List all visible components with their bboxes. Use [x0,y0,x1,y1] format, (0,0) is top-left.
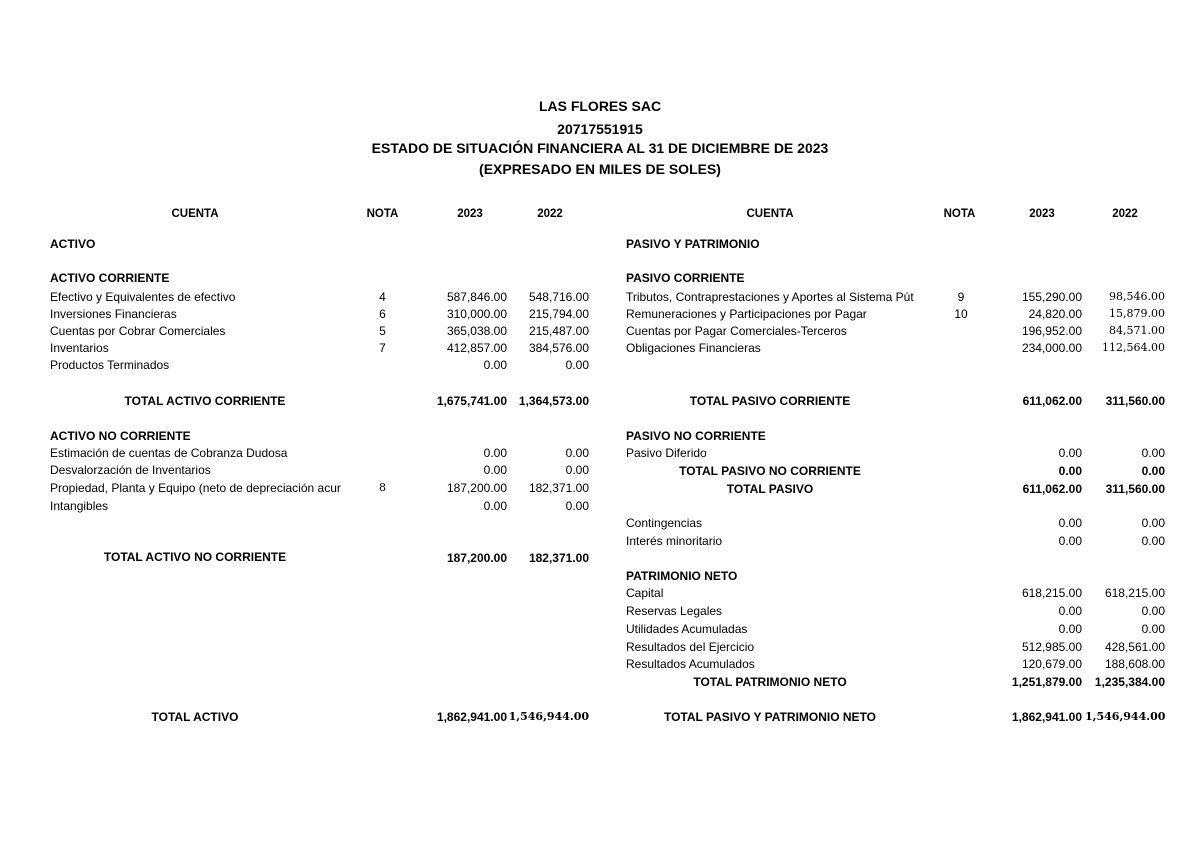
patrimonio-2022: 618,215.00 [1104,586,1165,600]
pasivo-corriente-label: Tributos, Contraprestaciones y Aportes al Sistema Pút [626,290,914,304]
pasivo-corriente-label: Cuentas por Pagar Comerciales-Terceros [626,324,847,338]
activo-no-corriente-2022: 0.00 [565,446,589,460]
activo-corriente-label: Efectivo y Equivalentes de efectivo [50,290,236,304]
activo-corriente-nota: 4 [379,290,386,304]
pasivo-corriente-2022: 84,571.00 [1109,324,1165,337]
company-name: LAS FLORES SAC [538,98,662,114]
activo-corriente-nota: 7 [379,341,386,355]
activo-corriente-2023: 0.00 [483,358,507,372]
pasivo-diferido-2022: 0.00 [1141,446,1165,460]
interes-minoritario-label: Interés minoritario [626,534,723,548]
activo-no-corriente-2023: 187,200.00 [446,481,507,495]
activo-corriente-label: Cuentas por Cobrar Comerciales [50,324,226,338]
activo-no-corriente-2023: 0.00 [483,463,507,477]
activo-corriente-2023: 587,846.00 [446,290,507,304]
total-pasivo-label: TOTAL PASIVO [726,482,814,496]
total-pasivo-no-corriente-label: TOTAL PASIVO NO CORRIENTE [679,464,861,478]
activo-corriente-2022: 384,576.00 [528,341,589,355]
left-header-2022: 2022 [537,208,563,220]
patrimonio-label: Reservas Legales [626,604,723,618]
total-pasivo-patrimonio-label: TOTAL PASIVO Y PATRIMONIO NETO [663,710,877,724]
left-header-nota: NOTA [366,208,399,220]
activo-no-corriente-2023: 0.00 [483,499,507,513]
patrimonio-label: Utilidades Acumuladas [626,622,748,636]
total-patrimonio-label: TOTAL PATRIMONIO NETO [693,675,847,689]
activo-corriente-nota: 5 [379,324,386,338]
activo-corriente-2023: 310,000.00 [446,307,507,321]
patrimonio-title: PATRIMONIO NETO [626,569,738,583]
activo-corriente-label: Productos Terminados [50,358,170,372]
interes-minoritario-2023: 0.00 [1058,534,1082,548]
activo-no-corriente-nota: 8 [379,481,386,494]
total-pasivo-corriente-2022: 311,560.00 [1105,394,1165,408]
total-activo-no-corriente-label: TOTAL ACTIVO NO CORRIENTE [103,550,287,564]
activo-no-corriente-label: Estimación de cuentas de Cobranza Dudosa [50,446,288,460]
total-activo-label: TOTAL ACTIVO [151,710,239,724]
patrimonio-label: Capital [626,586,664,600]
activo-no-corriente-label: Propiedad, Planta y Equipo (neto de depreciación acur [50,481,341,495]
activo-corriente-2022: 0.00 [565,358,589,372]
pasivo-corriente-2022: 112,564.00 [1102,341,1165,354]
right-header-cuenta: CUENTA [746,208,794,220]
right-header-2023: 2023 [1029,208,1055,220]
activo-no-corriente-2022: 182,371.00 [528,481,589,495]
patrimonio-2023: 120,679.00 [1021,657,1082,671]
pasivo-corriente-nota: 10 [954,307,968,321]
activo-no-corriente-title: ACTIVO NO CORRIENTE [50,429,191,443]
activo-no-corriente-label: Desvalorzación de Inventarios [50,463,211,477]
patrimonio-2023: 0.00 [1058,604,1082,618]
left-header-2023: 2023 [457,208,483,220]
total-activo-no-corriente-2023: 187,200.00 [446,551,507,565]
total-pasivo-2022: 311,560.00 [1105,482,1165,496]
total-activo-no-corriente-2022: 182,371.00 [528,551,589,565]
patrimonio-2023: 512,985.00 [1021,640,1082,654]
pasivo-corriente-2023: 196,952.00 [1021,324,1082,338]
activo-corriente-title: ACTIVO CORRIENTE [50,271,170,285]
total-pasivo-2023: 611,062.00 [1022,482,1082,496]
pasivo-diferido-2023: 0.00 [1058,446,1082,460]
pasivo-corriente-2023: 24,820.00 [1028,307,1082,321]
patrimonio-2022: 0.00 [1141,622,1165,636]
patrimonio-2022: 428,561.00 [1104,640,1165,654]
total-pasivo-corriente-label: TOTAL PASIVO CORRIENTE [689,394,851,408]
pasivo-corriente-2023: 155,290.00 [1021,290,1082,304]
contingencias-2022: 0.00 [1141,516,1165,530]
right-header-nota: NOTA [943,208,976,220]
activo-no-corriente-label: Intangibles [50,499,109,513]
pasivo-no-corriente-title: PASIVO NO CORRIENTE [626,429,766,443]
activo-no-corriente-2023: 0.00 [483,446,507,460]
right-header-2022: 2022 [1112,208,1138,220]
activo-corriente-2023: 412,857.00 [446,341,507,355]
activo-corriente-label: Inversiones Financieras [50,307,177,321]
total-activo-2023: 1,862,941.00 [436,710,507,724]
pasivo-corriente-label: Obligaciones Financieras [626,341,761,355]
pasivo-section-title: PASIVO Y PATRIMONIO [626,237,760,251]
activo-section-title: ACTIVO [50,237,96,251]
pasivo-corriente-2022: 98,546.00 [1109,290,1165,303]
patrimonio-label: Resultados del Ejercicio [626,640,755,654]
total-pasivo-no-corriente-2022: 0.00 [1141,464,1165,478]
patrimonio-label: Resultados Acumulados [626,657,755,671]
activo-corriente-2022: 215,487.00 [528,324,589,338]
activo-corriente-label: Inventarios [50,341,109,355]
report-subtitle: (EXPRESADO EN MILES DE SOLES) [479,161,721,177]
pasivo-corriente-2022: 15,879.00 [1109,307,1165,320]
report-title: ESTADO DE SITUACIÓN FINANCIERA AL 31 DE DICIEMBRE DE 2023 [371,140,829,156]
activo-no-corriente-2022: 0.00 [565,463,589,477]
total-patrimonio-2022: 1,235,384.00 [1094,675,1165,689]
total-pasivo-patrimonio-2023: 1,862,941.00 [1011,710,1082,724]
contingencias-2023: 0.00 [1058,516,1082,530]
total-activo-corriente-2022: 1,364,573.00 [518,394,589,408]
total-activo-corriente-2023: 1,675,741.00 [436,394,507,408]
activo-corriente-2022: 215,794.00 [528,307,589,321]
activo-corriente-2023: 365,038.00 [446,324,507,338]
patrimonio-2022: 188,608.00 [1104,657,1165,671]
pasivo-diferido-label: Pasivo Diferido [626,446,707,460]
left-header-cuenta: CUENTA [171,208,219,220]
interes-minoritario-2022: 0.00 [1141,534,1165,548]
patrimonio-2023: 0.00 [1058,622,1082,636]
activo-no-corriente-2022: 0.00 [565,499,589,513]
patrimonio-2022: 0.00 [1141,604,1165,618]
total-patrimonio-2023: 1,251,879.00 [1011,675,1082,689]
activo-corriente-nota: 6 [379,307,386,321]
total-activo-2022: 1,546,944.00 [508,710,589,723]
patrimonio-2023: 618,215.00 [1021,586,1082,600]
contingencias-label: Contingencias [626,516,703,530]
total-pasivo-patrimonio-2022: 1,546,944.00 [1085,710,1166,723]
total-activo-corriente-label: TOTAL ACTIVO CORRIENTE [124,394,286,408]
activo-corriente-2022: 548,716.00 [528,290,589,304]
total-pasivo-corriente-2023: 611,062.00 [1022,394,1082,408]
total-pasivo-no-corriente-2023: 0.00 [1058,464,1082,478]
company-ruc: 20717551915 [557,121,643,137]
pasivo-corriente-title: PASIVO CORRIENTE [626,271,745,285]
pasivo-corriente-label: Remuneraciones y Participaciones por Pagar [626,307,867,321]
pasivo-corriente-nota: 9 [957,290,965,304]
pasivo-corriente-2023: 234,000.00 [1021,341,1082,355]
